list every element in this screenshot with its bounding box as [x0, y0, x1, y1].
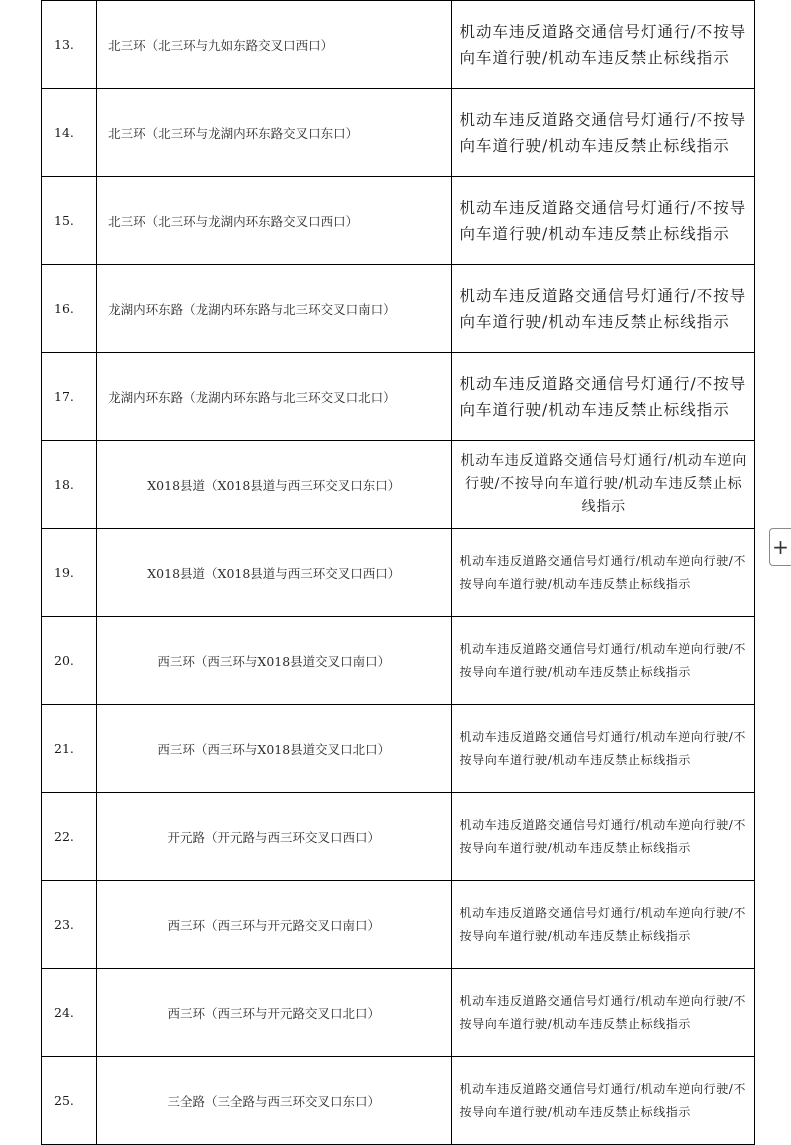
location-cell: 西三环（西三环与开元路交叉口南口） [97, 881, 451, 969]
table-row [42, 793, 755, 881]
table-row [42, 89, 755, 177]
location-cell: 龙湖内环东路（龙湖内环东路与北三环交叉口南口） [97, 265, 451, 353]
row-number: 14. [42, 89, 97, 177]
table-row [42, 617, 755, 705]
table-row [42, 353, 755, 441]
violation-cell: 机动车违反道路交通信号灯通行/机动车逆向行驶/不按导向车道行驶/机动车违反禁止标线指示 [451, 969, 754, 1057]
location-cell: X018县道（X018县道与西三环交叉口东口） [97, 441, 451, 529]
location-cell: 北三环（北三环与龙湖内环东路交叉口东口） [97, 89, 451, 177]
location-cell: 龙湖内环东路（龙湖内环东路与北三环交叉口北口） [97, 353, 451, 441]
location-cell: 三全路（三全路与西三环交叉口东口） [97, 1057, 451, 1145]
table-row [42, 705, 755, 793]
row-number: 17. [42, 353, 97, 441]
table-row [42, 881, 755, 969]
violation-cell: 机动车违反道路交通信号灯通行/不按导向车道行驶/机动车违反禁止标线指示 [451, 177, 754, 265]
location-cell: 北三环（北三环与九如东路交叉口西口） [97, 1, 451, 89]
row-number: 22. [42, 793, 97, 881]
row-number: 18. [42, 441, 97, 529]
violation-cell: 机动车违反道路交通信号灯通行/不按导向车道行驶/机动车违反禁止标线指示 [451, 265, 754, 353]
row-number: 19. [42, 529, 97, 617]
location-cell: 西三环（西三环与X018县道交叉口北口） [97, 705, 451, 793]
plus-icon: + [772, 535, 789, 559]
violation-cell: 机动车违反道路交通信号灯通行/机动车逆向行驶/不按导向车道行驶/机动车违反禁止标线指示 [451, 529, 754, 617]
row-number: 24. [42, 969, 97, 1057]
location-cell: 西三环（西三环与X018县道交叉口南口） [97, 617, 451, 705]
violation-cell: 机动车违反道路交通信号灯通行/机动车逆向行驶/不按导向车道行驶/机动车违反禁止标线指示 [451, 617, 754, 705]
table-row [42, 529, 755, 617]
table-row [42, 177, 755, 265]
violation-cell: 机动车违反道路交通信号灯通行/机动车逆向行驶/不按导向车道行驶/机动车违反禁止标线指示 [451, 441, 754, 529]
row-number: 16. [42, 265, 97, 353]
expand-side-button[interactable] [769, 528, 791, 566]
row-number: 21. [42, 705, 97, 793]
violation-cell: 机动车违反道路交通信号灯通行/不按导向车道行驶/机动车违反禁止标线指示 [451, 1, 754, 89]
table-row [42, 265, 755, 353]
row-number: 23. [42, 881, 97, 969]
location-cell: 西三环（西三环与开元路交叉口北口） [97, 969, 451, 1057]
location-cell: 开元路（开元路与西三环交叉口西口） [97, 793, 451, 881]
violation-cell: 机动车违反道路交通信号灯通行/机动车逆向行驶/不按导向车道行驶/机动车违反禁止标线指示 [451, 881, 754, 969]
violation-cell: 机动车违反道路交通信号灯通行/不按导向车道行驶/机动车违反禁止标线指示 [451, 89, 754, 177]
table-row [42, 441, 755, 529]
row-number: 25. [42, 1057, 97, 1145]
table-row [42, 1057, 755, 1145]
violation-cell: 机动车违反道路交通信号灯通行/不按导向车道行驶/机动车违反禁止标线指示 [451, 353, 754, 441]
violation-cell: 机动车违反道路交通信号灯通行/机动车逆向行驶/不按导向车道行驶/机动车违反禁止标线指示 [451, 793, 754, 881]
violation-cell: 机动车违反道路交通信号灯通行/机动车逆向行驶/不按导向车道行驶/机动车违反禁止标线指示 [451, 705, 754, 793]
row-number: 20. [42, 617, 97, 705]
row-number: 13. [42, 1, 97, 89]
table-row [42, 969, 755, 1057]
location-cell: 北三环（北三环与龙湖内环东路交叉口西口） [97, 177, 451, 265]
violation-cell: 机动车违反道路交通信号灯通行/机动车逆向行驶/不按导向车道行驶/机动车违反禁止标线指示 [451, 1057, 754, 1145]
violation-location-table [41, 0, 755, 1145]
table-row [42, 1, 755, 89]
row-number: 15. [42, 177, 97, 265]
location-cell: X018县道（X018县道与西三环交叉口西口） [97, 529, 451, 617]
